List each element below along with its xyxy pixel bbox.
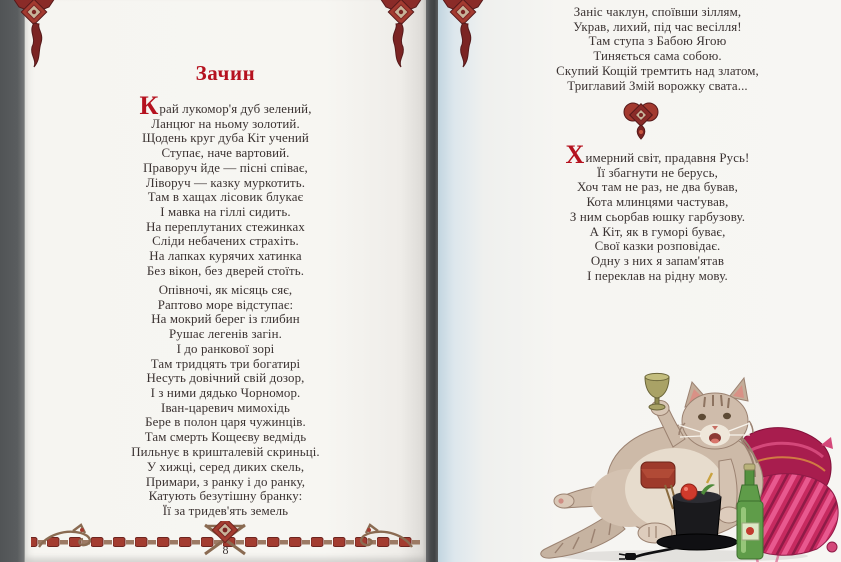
poem-line: Заніс чаклун, споївши зіллям, [573, 5, 742, 19]
poem-line-text: рай лукомор'я дуб зелений, [159, 102, 312, 116]
corner-knot-ornament-icon [11, 0, 57, 68]
poem-line: Щодень круг дуба Кіт учений [142, 131, 309, 146]
poem-line: Украв, лихий, під час весілля! [573, 19, 742, 34]
poem-line: Опівночі, як місяць сяє, [158, 283, 293, 297]
poem-line: Там ступа з Бабою Ягою [588, 34, 727, 49]
plug [625, 553, 636, 560]
poem-line: Хоч там не раз, не два бував, [577, 180, 738, 195]
right-page [438, 0, 841, 562]
poem-line: Триглавий Змій ворожку свата... [567, 78, 748, 93]
poem-line: На переплутаних стежинках [146, 219, 305, 234]
poem-line: Сліди небачених страхіть. [152, 234, 299, 249]
poem-line [25, 91, 426, 120]
poem-line: У хижці, серед диких скель, [146, 460, 305, 474]
poem-line: Одну з них я запам'ятав [590, 253, 725, 268]
stanza [25, 283, 426, 459]
drop-cap: К [139, 91, 159, 120]
stanza [456, 5, 841, 93]
poem-line: Праворуч йде — пісні співає, [143, 160, 308, 175]
poem-line: І з ними дядько Чорномор. [150, 385, 301, 400]
poem-line: Її збагнути не берусь, [597, 165, 718, 180]
page-number: 8 [222, 543, 229, 557]
stanza [25, 91, 426, 278]
corner-knot-ornament-icon [378, 0, 424, 68]
stanza [25, 460, 426, 519]
poem-line: Скупий Кощій тремтить над златом, [556, 63, 759, 78]
poem-line: Тиняється сама собою. [593, 49, 722, 64]
poem-line: Її за тридев'ять земель [162, 504, 289, 519]
scanner-edge [0, 0, 25, 562]
poem-line [456, 140, 841, 169]
poem-line: Катують безутішну бранку: [148, 489, 303, 504]
left-page [25, 0, 426, 562]
poem-line: А Кіт, як в гуморі буває, [589, 224, 726, 239]
poem-line: І до ранкової зорі [176, 341, 275, 356]
poem-line: Пильнує в кришталевій скриньці. [131, 444, 320, 459]
poem-line: На мокрий берег із глибин [151, 312, 300, 327]
poem-line: Свої казки розповідає. [594, 239, 721, 254]
poem-line: На лапках курячих хатинка [149, 249, 302, 264]
poem-line: І переклав на рідну мову. [587, 268, 728, 283]
stanza-divider-knot-icon [619, 101, 663, 141]
poem-line: З ним сьорбав юшку гарбузову. [569, 209, 746, 224]
poem-line: Іван-царевич мимохідь [161, 400, 290, 415]
drop-cap: Х [565, 140, 585, 169]
poem-line: І мавка на гіллі сидить. [160, 204, 291, 219]
cat-illustration [533, 365, 841, 562]
poem-line: Ланцюг на ньому золотий. [151, 116, 300, 131]
poem-line: Там в хащах лісовик блукає [147, 190, 304, 205]
poem-line: Бере в полон царя чужинців. [145, 415, 306, 430]
stanza [456, 140, 841, 283]
poem-line: Примари, з ранку і до ранку, [145, 474, 306, 489]
poem-line: Там тридцять три богатирі [150, 356, 301, 371]
poem-line: Без вікон, без дверей стоїть. [146, 263, 305, 278]
poem-line: Несуть довічний свій дозор, [146, 371, 305, 386]
poem-line: Ліворуч — казку муркотить. [145, 175, 306, 190]
poem-line: Раптово море відступає: [157, 297, 294, 312]
poem-line: Рушає легенів загін. [168, 327, 282, 342]
poem-line-text: имерний світ, прадавня Русь! [585, 151, 750, 165]
page-gutter [426, 0, 438, 562]
chapter-title: Зачин [195, 61, 256, 85]
poem-line: Там смерть Кощеєву ведмідь [144, 430, 307, 445]
poem-line: Кота млинцями частував, [586, 195, 729, 210]
poem-line: Ступає, наче вартовий. [161, 146, 290, 161]
